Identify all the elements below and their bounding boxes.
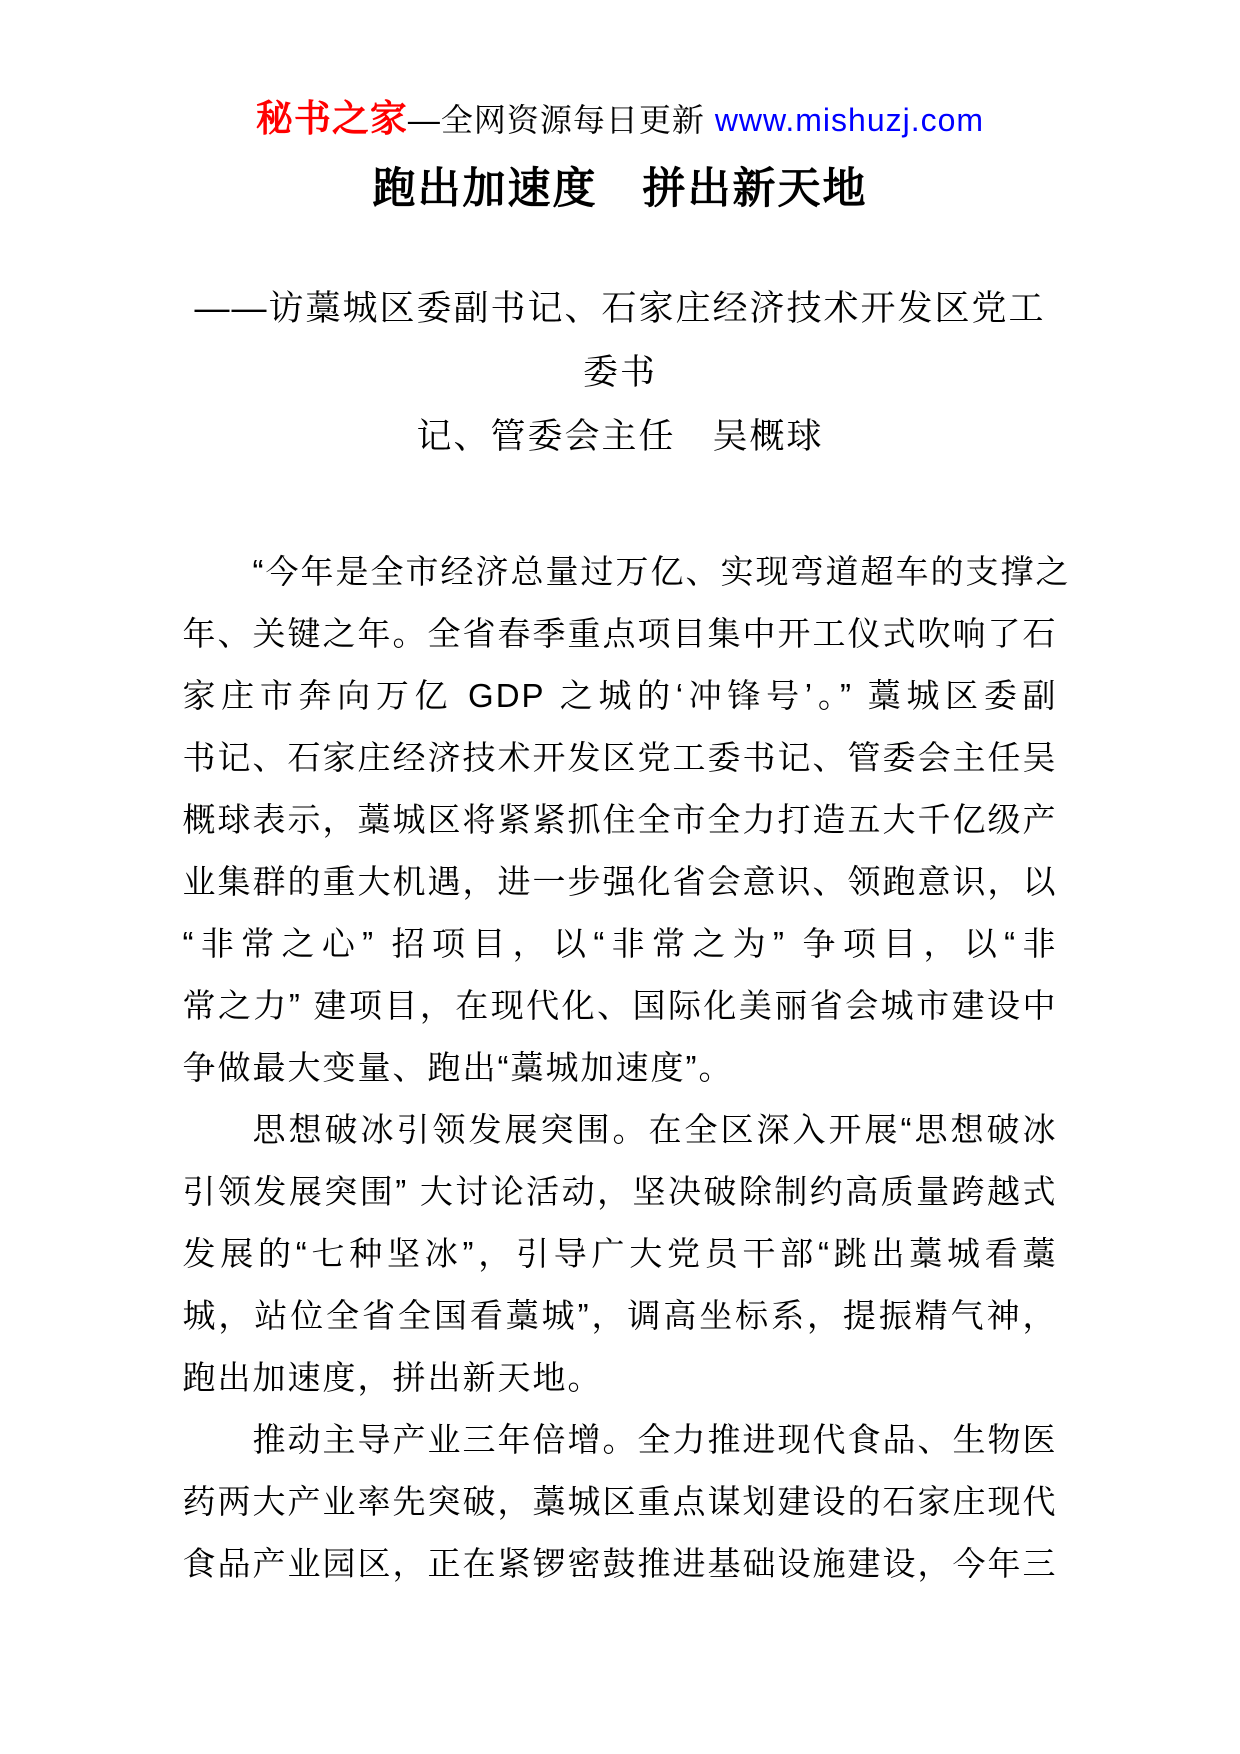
body-line: 家庄市奔向万亿 GDP 之城的‘冲锋号’。” 藁城区委副: [182, 677, 1058, 714]
article-title: 跑出加速度 拼出新天地: [372, 165, 868, 213]
site-header: [183, 96, 1058, 143]
body-line: 食品产业园区，正在紧锣密鼓推进基础设施建设，今年三: [182, 1545, 1058, 1582]
body-line: 思想破冰引领发展突围。在全区深入开展“思想破冰: [252, 1111, 1058, 1148]
body-line: 争做最大变量、跑出“藁城加速度”。: [182, 1049, 734, 1086]
document-content: [182, 96, 1071, 1595]
site-url-link[interactable]: www.mishuzj.com: [714, 102, 985, 138]
body-line: 发展的“七种坚冰”，引导广大党员干部“跳出藁城看藁: [182, 1235, 1058, 1272]
site-tagline: —全网资源每日更新: [407, 102, 715, 138]
body-line: 年、关键之年。全省春季重点项目集中开工仪式吹响了石: [182, 615, 1058, 652]
site-brand: 秘书之家: [255, 98, 408, 139]
body-line: “非常之心” 招项目，以“非常之为” 争项目，以“非: [182, 925, 1058, 962]
body-line: “今年是全市经济总量过万亿、实现弯道超车的支撑之: [252, 553, 1071, 590]
body-line: 概球表示，藁城区将紧紧抓住全市全力打造五大千亿级产: [182, 801, 1058, 838]
body-line: 常之力” 建项目，在现代化、国际化美丽省会城市建设中: [182, 987, 1058, 1024]
body-line: 城，站位全省全国看藁城”，调高坐标系，提振精气神，: [182, 1297, 1058, 1334]
body-line: 推动主导产业三年倍增。全力推进现代食品、生物医: [252, 1421, 1058, 1458]
paragraph: [183, 1409, 1058, 1595]
body-line: 引领发展突围” 大讨论活动，坚决破除制约高质量跨越式: [182, 1173, 1058, 1210]
paragraph: [183, 1099, 1058, 1409]
subtitle-line: ——访藁城区委副书记、石家庄经济技术开发区党工委书: [194, 289, 1046, 392]
body-line: 书记、石家庄经济技术开发区党工委书记、管委会主任吴: [182, 739, 1058, 776]
article-subtitle: [183, 277, 1058, 469]
article-body: [182, 541, 1071, 1595]
body-line: 业集群的重大机遇，进一步强化省会意识、领跑意识，以: [182, 863, 1058, 900]
paragraph: [182, 541, 1071, 1099]
body-line: 跑出加速度，拼出新天地。: [182, 1359, 603, 1396]
body-line: 药两大产业率先突破，藁城区重点谋划建设的石家庄现代: [182, 1483, 1058, 1520]
subtitle-line: 记、管委会主任 吴概球: [416, 417, 824, 456]
